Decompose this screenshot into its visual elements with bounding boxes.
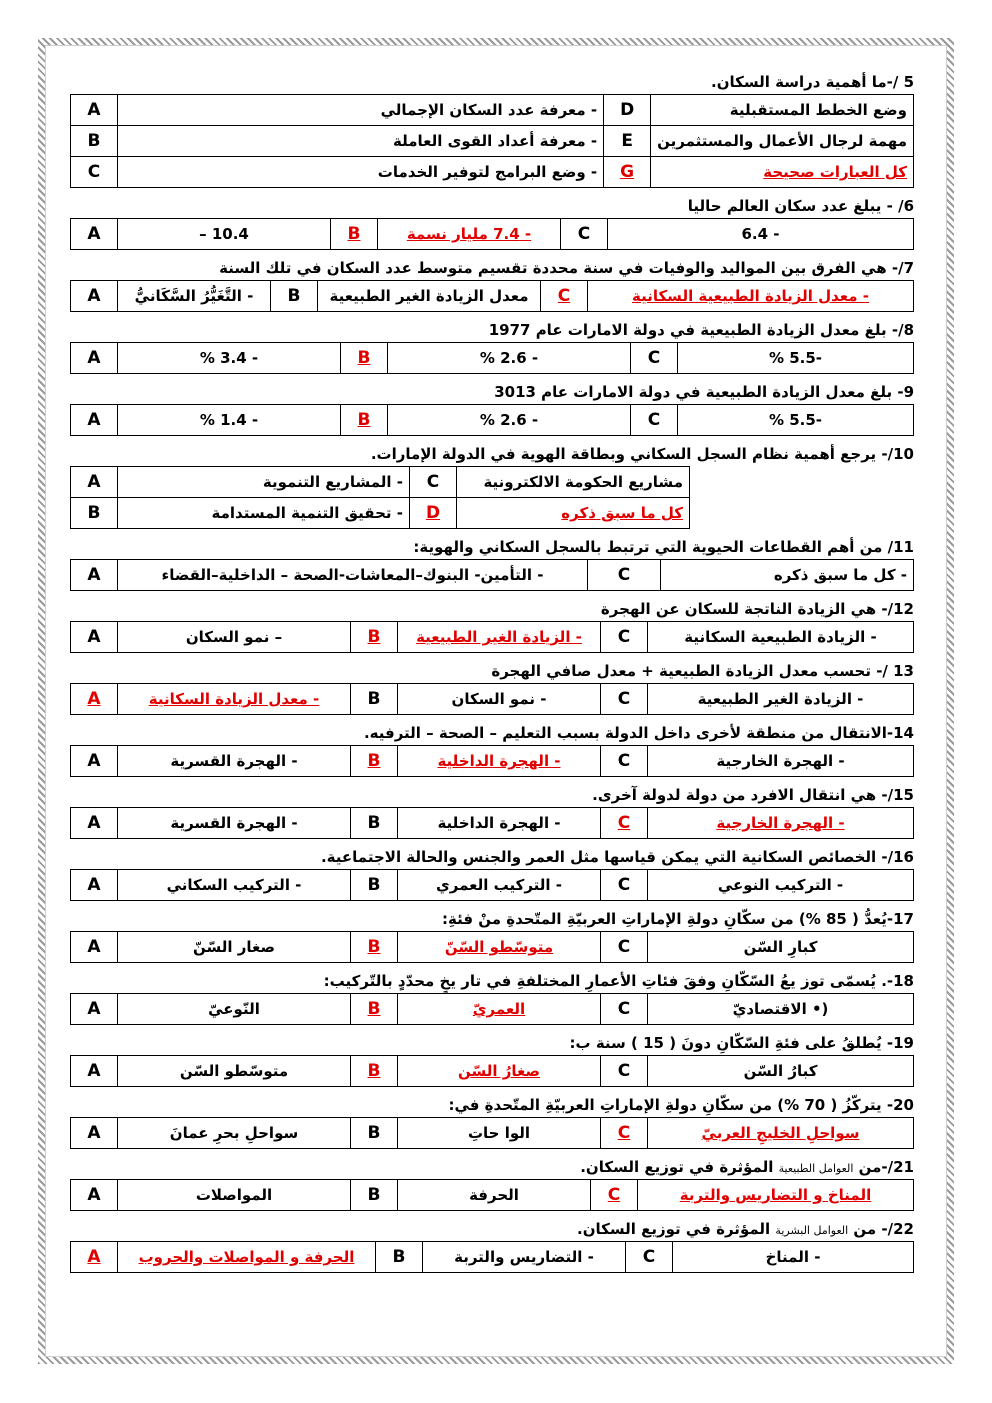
option-text[interactable]: الوا حاتِ [398,1118,601,1149]
option-text[interactable]: -5.5 % [678,343,914,374]
option-letter: A [71,994,118,1025]
correct-option-text[interactable]: سواحلِ الخليجِ العربيّ [648,1118,914,1149]
correct-option-text[interactable]: متوسّطو السّنّ [398,932,601,963]
correct-option-text[interactable]: - الزيادة الغير الطبيعية [398,622,601,653]
option-text[interactable]: -5.5 % [678,405,914,436]
correct-option-letter: C [541,281,588,312]
option-letter: A [71,808,118,839]
options-19 [70,1055,914,1087]
option-text[interactable]: - الهجرة القسرية [118,746,351,777]
option-letter: E [604,126,651,157]
option-text[interactable]: - الهجرة الداخلية [398,808,601,839]
option-letter: C [71,157,118,188]
option-text[interactable]: - تحقيق التنمية المستدامة [118,498,410,529]
question-7: 7/- هي الفرق بين المواليد والوفيات في سنة محددة تقسيم متوسط عدد السكان في تلك السنة [219,259,914,277]
question-17: 17-يُعدُّ ( 85 %) من سكّانِ دولةِ الإماراتِ العربيّةِ المتّحدةِ منْ فئةِ: [442,910,914,928]
option-text[interactable]: - 6.4 [608,219,914,250]
option-text[interactable]: مهمة لرجال الأعمال والمستثمرين [651,126,914,157]
question-21-small: العوامل الطبيعية [778,1162,854,1175]
correct-option-letter: C [601,1118,648,1149]
question-21-start: 21/-من [858,1158,914,1176]
option-letter: B [351,1118,398,1149]
options-17 [70,931,914,963]
question-22-small: العوامل البشرية [775,1224,849,1237]
question-12: 12/- هي الزيادة الناتجة للسكان عن الهجرة [600,600,914,618]
option-letter: C [601,684,648,715]
correct-option-letter: B [341,343,388,374]
option-text[interactable]: صغار السّنّ [118,932,351,963]
question-15: 15/- هي انتقال الافرد من دولة لدولة آخرى. [592,786,914,804]
option-letter: A [71,932,118,963]
correct-option-text[interactable]: الحرفة و المواصلات والحروب [118,1242,376,1273]
option-text[interactable]: - كل ما سبق ذكره [661,560,914,591]
option-text[interactable]: مشاريع الحكومة الالكترونية [457,467,690,498]
option-text[interactable]: - التركيب النوعي [648,870,914,901]
question-22-end: المؤثرة في توزيع السكان. [577,1220,771,1238]
correct-option-letter: B [331,219,378,250]
option-letter: A [71,560,118,591]
option-letter: B [271,281,318,312]
correct-option-letter: C [601,808,648,839]
correct-option-text[interactable]: - الهجرة الخارجية [648,808,914,839]
options-12 [70,621,914,653]
option-letter: A [71,343,118,374]
correct-option-letter: A [71,684,118,715]
option-text[interactable]: - 3.4 % [118,343,341,374]
option-letter: B [351,870,398,901]
option-text[interactable]: كبارِ السّن [648,932,914,963]
question-16: 16/- الخصائص السكانية التي يمكن قياسها مثل العمر والجنس والحالة الاجتماعية. [320,848,914,866]
option-letter: B [351,1180,398,1211]
option-text[interactable]: - المناخ [673,1242,914,1273]
options-10 [70,466,690,529]
option-text[interactable]: - 2.6 % [388,343,631,374]
option-letter: B [71,498,118,529]
option-text[interactable]: النّوعيّ [118,994,351,1025]
option-letter: A [71,1180,118,1211]
correct-option-text[interactable]: صغارُ السّن [398,1056,601,1087]
option-letter: A [71,281,118,312]
options-18 [70,993,914,1025]
question-6: 6/ - يبلغ عدد سكان العالم حاليا [687,197,914,215]
option-text[interactable]: - نمو السكان [398,684,601,715]
question-5: 5 /-ما أهمية دراسة السكان. [711,73,914,91]
option-letter: B [71,126,118,157]
option-letter: C [601,1056,648,1087]
option-text[interactable]: سواحلِ بحرِ عمانَ [118,1118,351,1149]
option-letter: B [351,684,398,715]
options-22 [70,1241,914,1273]
option-text[interactable]: معدل الزيادة الغير الطبيعية [318,281,541,312]
option-letter: C [601,994,648,1025]
option-text[interactable]: - 2.6 % [388,405,631,436]
option-text[interactable]: - التركيب السكاني [118,870,351,901]
option-text[interactable]: - معرفة عدد السكان الإجمالي [118,95,604,126]
correct-option-text[interactable]: كل ما سبق ذكره [457,498,690,529]
question-22-start: 22/- من [853,1220,914,1238]
option-letter: B [376,1242,423,1273]
options-6 [70,218,914,250]
option-letter: A [71,622,118,653]
correct-option-letter: B [351,932,398,963]
option-text[interactable]: - الزيادة الطبيعية السكانية [648,622,914,653]
option-text[interactable]: – نمو السكان [118,622,351,653]
question-13: 13 /- تحسب معدل الزيادة الطبيعية + معدل صافي الهجرة [491,662,914,680]
option-letter: A [71,405,118,436]
option-text[interactable]: 10.4 – [118,219,331,250]
option-letter: D [604,95,651,126]
option-letter: C [561,219,608,250]
correct-option-letter: B [351,994,398,1025]
options-9 [70,404,914,436]
correct-option-text[interactable]: - الهجرة الداخلية [398,746,601,777]
correct-option-letter: D [410,498,457,529]
options-5 [70,94,914,188]
option-text[interactable]: - التركيب العمري [398,870,601,901]
correct-option-text[interactable]: - معدل الزيادة الطبيعية السكانية [588,281,914,312]
correct-option-text[interactable]: - معدل الزيادة السكانية [118,684,351,715]
option-text[interactable]: - الهجرة القسرية [118,808,351,839]
option-letter: A [71,219,118,250]
option-letter: A [71,95,118,126]
option-letter: C [588,560,661,591]
option-letter: C [601,932,648,963]
correct-option-letter: A [71,1242,118,1273]
option-letter: A [71,746,118,777]
question-21-end: المؤثرة في توزيع السكان. [580,1158,774,1176]
option-text[interactable]: - التأمين- البنوك–المعاشات-الصحة – الداخلية–القضاء [118,560,588,591]
option-text[interactable]: المواصلات [118,1180,351,1211]
option-text[interactable]: - التضاريس والتربة [423,1242,626,1273]
correct-option-letter: C [591,1180,638,1211]
question-19: 19- يُطلقُ على فئةِ السّكّانِ دونَ ( 15 ) سنة ب: [569,1034,914,1052]
correct-option-letter: B [351,746,398,777]
question-8: 8/- بلغ معدل الزيادة الطبيعية في دولة الامارات عام 1977 [488,321,914,339]
option-letter: C [601,622,648,653]
option-letter: C [410,467,457,498]
correct-option-text[interactable]: - 7.4 مليار نسمة [378,219,561,250]
options-7 [70,280,914,312]
options-16 [70,869,914,901]
correct-option-text[interactable]: العمريّ [398,994,601,1025]
option-letter: A [71,870,118,901]
option-letter: A [71,467,118,498]
options-15 [70,807,914,839]
option-text[interactable]: متوسّطو السّن [118,1056,351,1087]
correct-option-text[interactable]: المناخ و التضاريس والتربة [638,1180,914,1211]
correct-option-letter: B [341,405,388,436]
correct-option-text[interactable]: كل العبارات صحيحة [651,157,914,188]
question-9: 9- بلغ معدل الزيادة الطبيعية في دولة الامارات عام 3013 [494,383,914,401]
options-20 [70,1117,914,1149]
correct-option-letter: G [604,157,651,188]
option-letter: C [601,746,648,777]
option-text[interactable]: كبارُ السّن [648,1056,914,1087]
option-text[interactable]: الحرفة [398,1180,591,1211]
question-18: 18-. يُسمّى توز يعُ السّكّانِ وفقَ فئاتِ الأعمارِ المختلفةِ في تار يخٍ محدّدٍ بالتّركيب: [323,972,914,990]
option-letter: C [631,343,678,374]
option-text[interactable]: - التَّغَيُّرُ السَّكَانيُّ [118,281,271,312]
options-14 [70,745,914,777]
worksheet [70,72,914,1281]
question-21 [70,1157,914,1179]
option-text[interactable]: - وضع البرامج لتوفير الخدمات [118,157,604,188]
option-letter: A [71,1056,118,1087]
question-14: 14-الانتقال من منطقة لأخرى داخل الدولة بسبب التعليم – الصحة – الترفيه. [363,724,914,742]
option-letter: A [71,1118,118,1149]
option-letter: C [631,405,678,436]
option-text[interactable]: - الزيادة الغير الطبيعية [648,684,914,715]
option-text[interactable]: - الهجرة الخارجية [648,746,914,777]
question-10: 10/- يرجع أهمية نظام السجل السكاني وبطاقة الهوية في الدولة الإمارات. [370,445,914,463]
option-letter: C [601,870,648,901]
option-text[interactable]: - معرفة أعداد القوى العاملة [118,126,604,157]
correct-option-letter: B [351,1056,398,1087]
option-letter: B [351,808,398,839]
question-11: 11/ من أهم القطاعات الحيوية التي ترتبط بالسجل السكاني والهوية: [413,538,914,556]
options-11 [70,559,914,591]
question-22 [70,1219,914,1241]
question-20: 20- يتركّزُ ( 70 %) من سكّانِ دولةِ الإماراتِ العربيّةِ المتّحدةِ في: [448,1096,914,1114]
option-text[interactable]: - المشاريع التنموية [118,467,410,498]
option-text[interactable]: (• الاقتصاديّ [648,994,914,1025]
options-21 [70,1179,914,1211]
option-letter: C [626,1242,673,1273]
option-text[interactable]: وضع الخطط المستقبلية [651,95,914,126]
options-8 [70,342,914,374]
options-13 [70,683,914,715]
correct-option-letter: B [351,622,398,653]
option-text[interactable]: - 1.4 % [118,405,341,436]
